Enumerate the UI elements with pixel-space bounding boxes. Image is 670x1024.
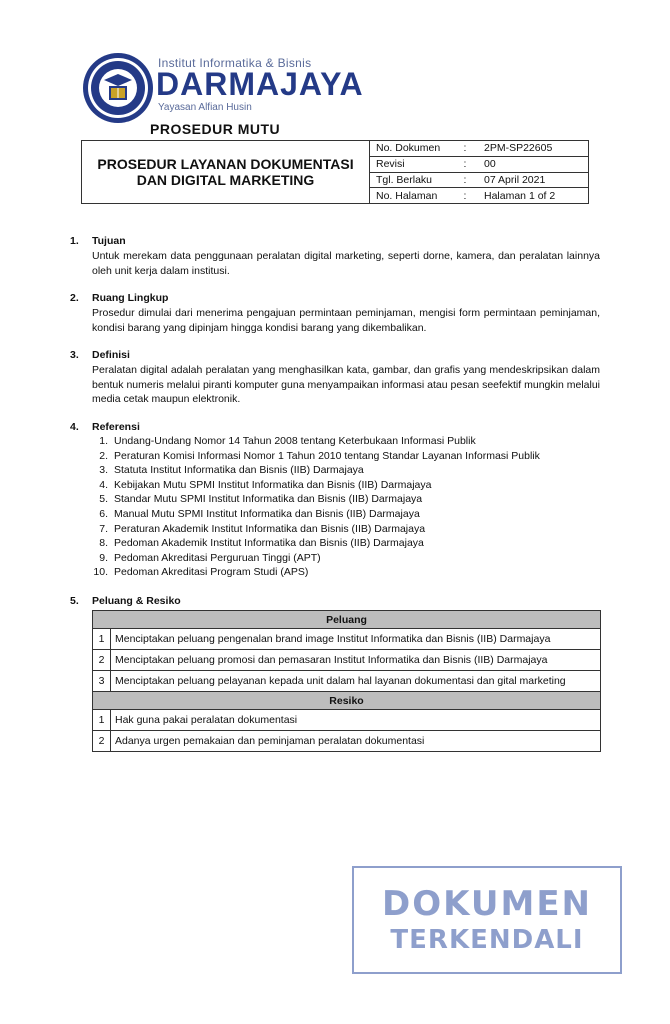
meta-value: 00 — [484, 158, 496, 171]
row-text: Menciptakan peluang pelayanan kepada unit dalam hal layanan dokumentasi dan gital marketing — [111, 671, 601, 692]
list-item — [92, 551, 600, 566]
meta-value: 2PM-SP22605 — [484, 142, 553, 155]
list-number: 2. — [99, 449, 108, 462]
meta-row-doc-number — [370, 141, 588, 157]
row-text: Adanya urgen pemakaian dan peminjaman peralatan dokumentasi — [111, 731, 601, 752]
brand-name: DARMAJAYA — [156, 66, 364, 102]
section-heading — [70, 349, 600, 361]
section-body: Prosedur dimulai dari menerima pengajuan permintaan peminjaman, mengisi form permintaan peminjaman, kondisi barang yang dipinjam hingga kondisi barang yang dikembalikan. — [92, 307, 600, 334]
section-heading — [70, 292, 600, 304]
list-item — [92, 434, 600, 449]
meta-colon: : — [463, 189, 467, 202]
section-referensi — [70, 421, 600, 580]
row-text: Menciptakan peluang pengenalan brand image Institut Informatika dan Bisnis (IIB) Darmajaya — [111, 629, 601, 650]
meta-row-page — [370, 188, 588, 203]
resiko-header: Resiko — [93, 692, 601, 710]
table-row — [93, 650, 601, 671]
list-text: Manual Mutu SPMI Institut Informatika dan Bisnis (IIB) Darmajaya — [114, 507, 420, 520]
meta-row-revision — [370, 157, 588, 173]
list-text: Kebijakan Mutu SPMI Institut Informatika dan Bisnis (IIB) Darmajaya — [114, 478, 432, 491]
section-body: Peralatan digital adalah peralatan yang menghasilkan kata, gambar, dan grafis yang mendeskripsikan dalam bentuk numeris melalui piranti komputer guna menyampaikan informasi atau pesan seefektif mungkin melalui media cetak maupun elektronik. — [92, 364, 600, 405]
section-number: 5. — [70, 595, 79, 607]
list-number: 7. — [99, 522, 108, 535]
section-body: Untuk merekam data penggunaan peralatan digital marketing, seperti dorne, kamera, dan peralatan lainnya oleh unit kerja dalam institusi. — [92, 250, 600, 277]
controlled-document-stamp — [352, 866, 622, 974]
meta-value: Halaman 1 of 2 — [484, 189, 556, 202]
section-heading — [70, 595, 600, 607]
list-item — [92, 536, 600, 551]
reference-list — [70, 434, 600, 580]
list-number: 5. — [99, 493, 108, 506]
section-title: Referensi — [92, 421, 140, 433]
list-number: 4. — [99, 478, 108, 491]
table-header-row — [93, 692, 601, 710]
meta-label: No. Dokumen — [376, 142, 441, 155]
row-text: Menciptakan peluang promosi dan pemasaran Institut Informatika dan Bisnis (IIB) Darmajaya — [111, 650, 601, 671]
peluang-resiko-table — [92, 610, 601, 752]
section-title: Peluang & Resiko — [92, 595, 181, 607]
meta-value: 07 April 2021 — [484, 173, 546, 186]
section-title: Definisi — [92, 349, 130, 361]
section-tujuan — [70, 235, 600, 278]
list-text: Pedoman Akademik Institut Informatika dan Bisnis (IIB) Darmajaya — [114, 537, 424, 550]
row-number: 3 — [93, 671, 111, 692]
stamp-line-1: DOKUMEN — [382, 884, 592, 924]
list-item — [92, 463, 600, 478]
institute-name: Institut Informatika & Bisnis — [158, 56, 312, 70]
row-number: 1 — [93, 629, 111, 650]
section-definisi — [70, 349, 600, 407]
meta-row-effective-date — [370, 173, 588, 189]
list-number: 6. — [99, 507, 108, 520]
row-number: 2 — [93, 650, 111, 671]
table-row — [93, 731, 601, 752]
table-row — [93, 671, 601, 692]
section-ruang-lingkup — [70, 292, 600, 335]
section-heading — [70, 421, 600, 433]
section-number: 3. — [70, 349, 79, 361]
list-number: 8. — [99, 537, 108, 550]
meta-colon: : — [463, 158, 467, 171]
list-number: 3. — [99, 464, 108, 477]
foundation-name: Yayasan Alfian Husin — [158, 102, 252, 113]
row-number: 1 — [93, 710, 111, 731]
section-number: 4. — [70, 421, 79, 433]
table-row — [93, 629, 601, 650]
section-number: 1. — [70, 235, 79, 247]
section-peluang-resiko — [70, 595, 600, 607]
list-item — [92, 522, 600, 537]
list-number: 1. — [99, 435, 108, 447]
row-number: 2 — [93, 731, 111, 752]
meta-label: Tgl. Berlaku — [376, 173, 433, 186]
meta-colon: : — [463, 142, 467, 155]
row-text: Hak guna pakai peralatan dokumentasi — [111, 710, 601, 731]
list-item — [92, 565, 600, 580]
meta-colon: : — [463, 173, 467, 186]
meta-label: No. Halaman — [376, 189, 438, 202]
document-meta — [370, 141, 588, 203]
table-row — [93, 710, 601, 731]
section-number: 2. — [70, 292, 79, 304]
list-item — [92, 492, 600, 507]
table-header-row — [93, 611, 601, 629]
list-item — [92, 449, 600, 464]
list-text: Standar Mutu SPMI Institut Informatika dan Bisnis (IIB) Darmajaya — [114, 493, 423, 506]
section-title: Ruang Lingkup — [92, 292, 169, 304]
list-number: 9. — [99, 551, 108, 564]
document-title: PROSEDUR LAYANAN DOKUMENTASI DAN DIGITAL MARKETING — [82, 141, 370, 203]
list-text: Pedoman Akreditasi Perguruan Tinggi (APT) — [114, 551, 321, 564]
section-heading — [70, 235, 600, 247]
list-text: Peraturan Komisi Informasi Nomor 1 Tahun 2010 tentang Standar Layanan Informasi Publik — [114, 449, 540, 462]
list-item — [92, 478, 600, 493]
stamp-line-2: TERKENDALI — [390, 925, 584, 955]
peluang-header: Peluang — [93, 611, 601, 629]
section-title: Tujuan — [92, 235, 126, 247]
list-text: Undang-Undang Nomor 14 Tahun 2008 tentang Keterbukaan Informasi Publik — [114, 435, 476, 447]
list-text: Pedoman Akreditasi Program Studi (APS) — [114, 566, 309, 579]
meta-label: Revisi — [376, 158, 405, 171]
institution-logo — [82, 52, 154, 124]
document-header-box — [81, 140, 589, 204]
list-item — [92, 507, 600, 522]
list-number: 10. — [93, 566, 108, 579]
document-type: PROSEDUR MUTU — [150, 121, 281, 137]
list-text: Peraturan Akademik Institut Informatika dan Bisnis (IIB) Darmajaya — [114, 522, 426, 535]
list-text: Statuta Institut Informatika dan Bisnis (IIB) Darmajaya — [114, 464, 364, 477]
